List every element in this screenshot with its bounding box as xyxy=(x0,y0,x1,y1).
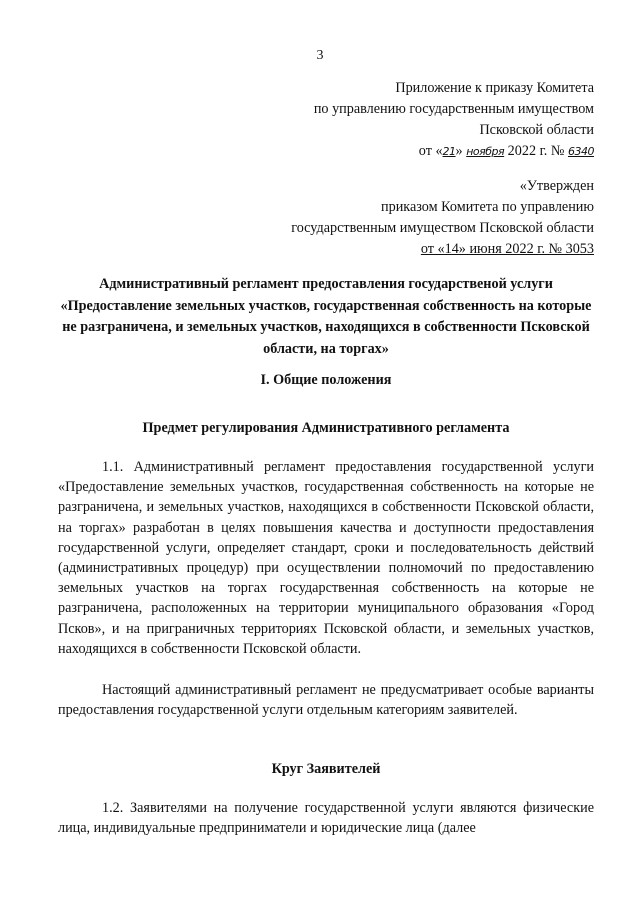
paragraph-1-2: 1.2. Заявителями на получение государственной услуги являются физические лица, индивидуальные предприниматели и юридические лица (далее xyxy=(58,800,594,837)
document-title: Административный регламент предоставления государственой услуги «Предоставление земельных участков, государственная собственность на которые не разграничена, и земельных участков, находящихся в собственности Псковской области, на торгах» xyxy=(60,276,592,357)
appendix-month-handwritten: ноября xyxy=(466,145,505,158)
paragraph-1-1: 1.1. Административный регламент предоставления государственной услуги «Предоставление земельных участков, государственная собственность на которые не разграничена, и земельных участков, находящихся в собственности Псковской области, на торгах» разработан в целях повышения качества и доступности предоставления государственной услуги, определяет стандарт, сроки и последовательность действий (административных процедур) при осуществлении полномочий по предоставлению земельных участков на торгах государственная собственность на которые не разграничена, расположенных на территории муниципального образования «Город Псков», и на приграничных территориях Псковской области, и земельных участков, находящихся в собственности Псковской области. xyxy=(58,459,594,657)
applicants-heading: Круг Заявителей xyxy=(271,761,381,777)
subject-heading: Предмет регулирования Административного регламента xyxy=(142,420,510,436)
appendix-block xyxy=(314,78,594,162)
appendix-line-2: по управлению государственным имуществом xyxy=(313,101,594,117)
appendix-line-1: Приложение к приказу Комитета xyxy=(395,80,594,96)
section-heading-general: I. Общие положения xyxy=(260,372,392,388)
appendix-day-handwritten: 21 xyxy=(442,145,456,158)
appendix-number-handwritten: 6340 xyxy=(568,145,594,158)
approved-date-line: от «14» июня 2022 г. № 3053 xyxy=(420,241,594,257)
appendix-date-line xyxy=(314,141,594,162)
page-number: 3 xyxy=(316,48,324,63)
appendix-line-3: Псковской области xyxy=(479,122,594,138)
approved-line-2: приказом Комитета по управлению xyxy=(381,199,594,215)
appendix-date-mid: » xyxy=(455,143,467,159)
paragraph-variants: Настоящий административный регламент не предусматривает особые варианты предоставления государственной услуги отдельным категориям заявителей. xyxy=(58,682,594,719)
approved-line-1: «Утвержден xyxy=(519,178,594,194)
approved-block xyxy=(291,176,594,260)
approved-line-3: государственным имуществом Псковской области xyxy=(291,220,594,236)
appendix-date-prefix: от « xyxy=(418,143,443,159)
appendix-date-suffix: 2022 г. № xyxy=(504,143,568,159)
